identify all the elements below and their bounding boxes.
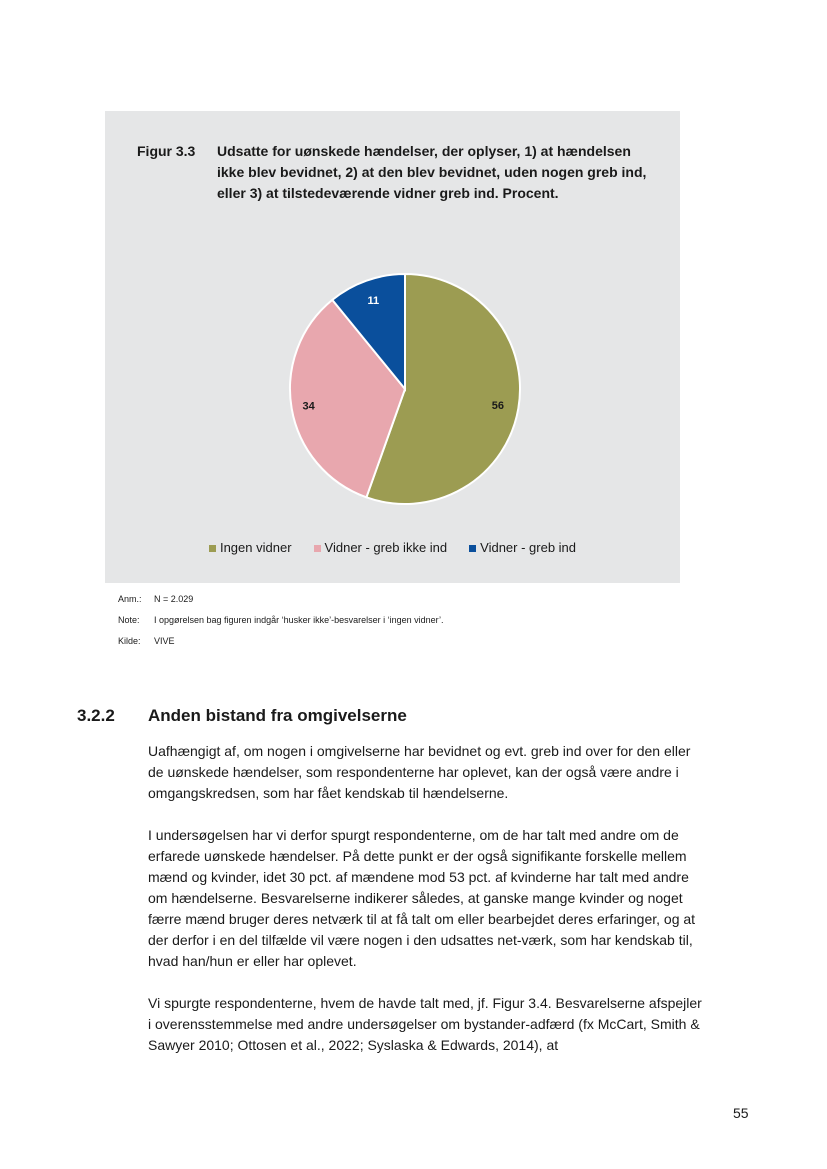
- paragraph: I undersøgelsen har vi derfor spurgt respondenterne, om de har talt med andre om de erfarede uønskede hændelser. På dette punkt er der også signifikante forskelle mellem mænd og kvinder, idet 30 pct. af mændene mod 53 pct. af kvinderne har talt med andre om hændelserne. Besvarelserne indikerer således, at ganske mange kvinder og noget færre mænd bruger deres netværk til at få talt om eller bearbejdet deres erfaringer, og at der derfor i en del tilfælde vil være nogen i den udsattes net-værk, som har kendskab til, hvad han/hun er eller har oplevet.: [148, 827, 696, 969]
- legend-label: Ingen vidner: [219, 540, 292, 555]
- figure-notes: [118, 593, 444, 656]
- note-key: Note:: [118, 615, 140, 625]
- figure-label: Figur 3.3: [137, 143, 196, 159]
- legend-item-ingen-vidner: [209, 540, 292, 556]
- chart-legend: [105, 540, 680, 556]
- pie-data-label: 34: [302, 400, 315, 413]
- legend-item-vidner-greb-ind: [469, 540, 576, 556]
- note-text: N = 2.029: [154, 594, 194, 604]
- legend-swatch: [314, 545, 321, 552]
- pie-data-label: 11: [367, 295, 380, 308]
- note-text: I opgørelsen bag figuren indgår ‘husker ikke’-besvarelser i ‘ingen vidner’.: [154, 615, 444, 625]
- note-key: Anm.:: [118, 594, 142, 604]
- legend-label: Vidner - greb ikke ind: [324, 540, 448, 555]
- page-number: 55: [733, 1105, 749, 1121]
- legend-swatch: [209, 545, 216, 552]
- paragraph: Vi spurgte respondenterne, hvem de havde talt med, jf. Figur 3.4. Besvarelserne afspejler i overensstemmelse med andre undersøgelser om bystander-adfærd (fx McCart, Smith & Sawyer 2010; Ottosen et al., 2022; Syslaska & Edwards, 2014), at: [148, 995, 702, 1053]
- note-row: [118, 614, 444, 627]
- figure-title: Udsatte for uønskede hændelser, der oplyser, 1) at hændelsen ikke blev bevidnet, 2) at den blev bevidnet, uden nogen greb ind, eller 3) at tilstedeværende vidner greb ind. Procent.: [217, 143, 647, 201]
- legend-swatch: [469, 545, 476, 552]
- figure-box: [105, 111, 680, 583]
- legend-label: Vidner - greb ind: [480, 540, 577, 555]
- body-text: [148, 741, 703, 1077]
- section-number: 3.2.2: [77, 706, 115, 725]
- pie-chart: [105, 111, 680, 583]
- note-row: [118, 635, 444, 648]
- note-row: [118, 593, 444, 606]
- note-key: Kilde:: [118, 636, 141, 646]
- section-title: Anden bistand fra omgivelserne: [148, 706, 407, 725]
- paragraph: Uafhængigt af, om nogen i omgivelserne har bevidnet og evt. greb ind over for den eller de uønskede hændelser, som respondenterne har oplevet, kan der også være andre i omgangskredsen, som har fået kendskab til hændelserne.: [148, 743, 691, 801]
- note-text: VIVE: [154, 636, 175, 646]
- pie-data-label: 56: [491, 400, 505, 413]
- legend-item-vidner-greb-ikke-ind: [314, 540, 448, 556]
